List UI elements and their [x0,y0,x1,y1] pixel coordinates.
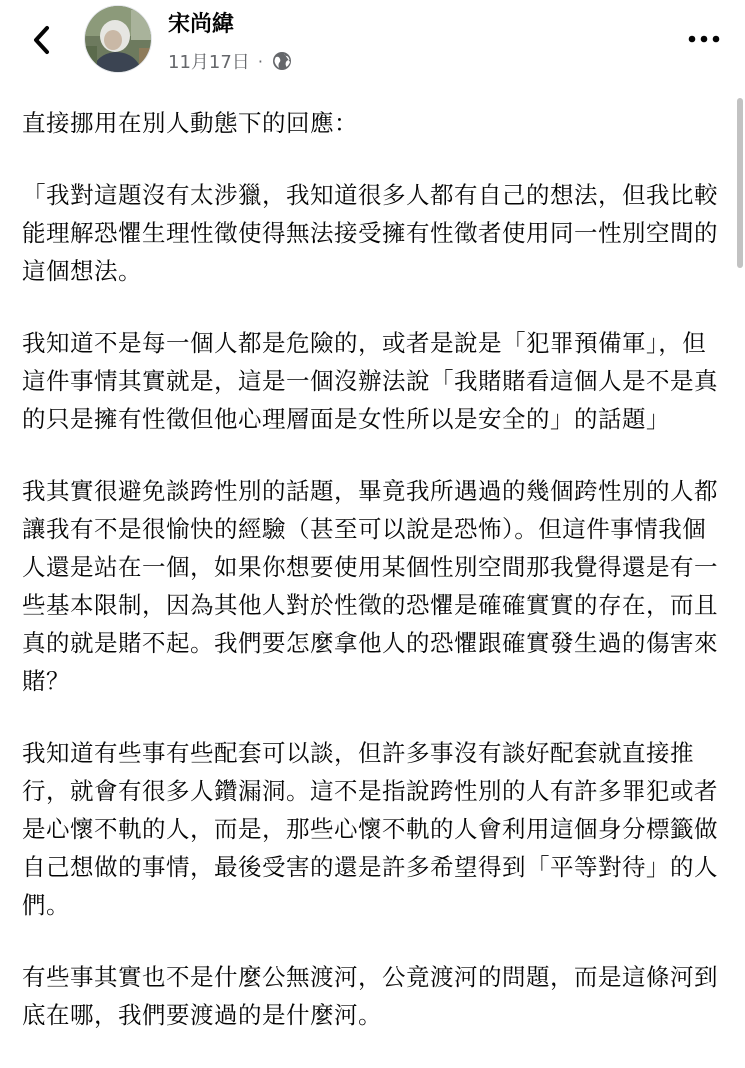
post-paragraph: 我知道有些事有些配套可以談，但許多事沒有談好配套就直接推行，就會有很多人鑽漏洞。這不是指說跨性別的人有許多罪犯或者是心懷不軌的人，而是，那些心懷不軌的人會利用這個身分標籤做自己想做的事情，最後受害的還是許多希望得到「平等對待」的人們。 [22,739,718,919]
post-timestamp[interactable]: 11月17日 [168,52,250,73]
avatar-image [85,6,152,73]
scrollbar-thumb[interactable] [737,98,743,268]
post-paragraph: 直接挪用在別人動態下的回應： [22,109,358,137]
post-body [22,104,722,1068]
post-paragraph: 有些事其實也不是什麼公無渡河，公竟渡河的問題，而是這條河到底在哪，我們要渡過的是什麼河。 [22,963,718,1029]
more-horizontal-icon [688,35,720,43]
author-name[interactable]: 宋尚緯 [168,12,235,37]
more-options-button[interactable] [684,24,724,54]
chevron-left-icon [31,25,53,55]
post-meta [168,48,293,74]
post-paragraph: 我知道不是每一個人都是危險的，或者是說是「犯罪預備軍」，但這件事情其實就是，這是一個沒辦法說「我賭賭看這個人是不是真的只是擁有性徵但他心理層面是女性所以是安全的」的話題」 [22,329,718,433]
globe-icon[interactable] [271,50,293,72]
post-header [0,0,745,90]
back-button[interactable] [22,20,62,60]
meta-separator: · [257,51,263,71]
post-paragraph: 我其實很避免談跨性別的話題，畢竟我所遇過的幾個跨性別的人都讓我有不是很愉快的經驗（甚至可以說是恐怖）。但這件事情我個人還是站在一個，如果你想要使用某個性別空間那我覺得還是有一些基本限制，因為其他人對於性徵的恐懼是確確實實的存在，而且真的就是賭不起。我們要怎麼拿他人的恐懼跟確實發生過的傷害來賭？ [22,477,718,695]
post-paragraph: 「我對這題沒有太涉獵，我知道很多人都有自己的想法，但我比較能理解恐懼生理性徵使得無法接受擁有性徵者使用同一性別空間的這個想法。 [22,181,718,285]
author-avatar[interactable] [84,5,152,73]
